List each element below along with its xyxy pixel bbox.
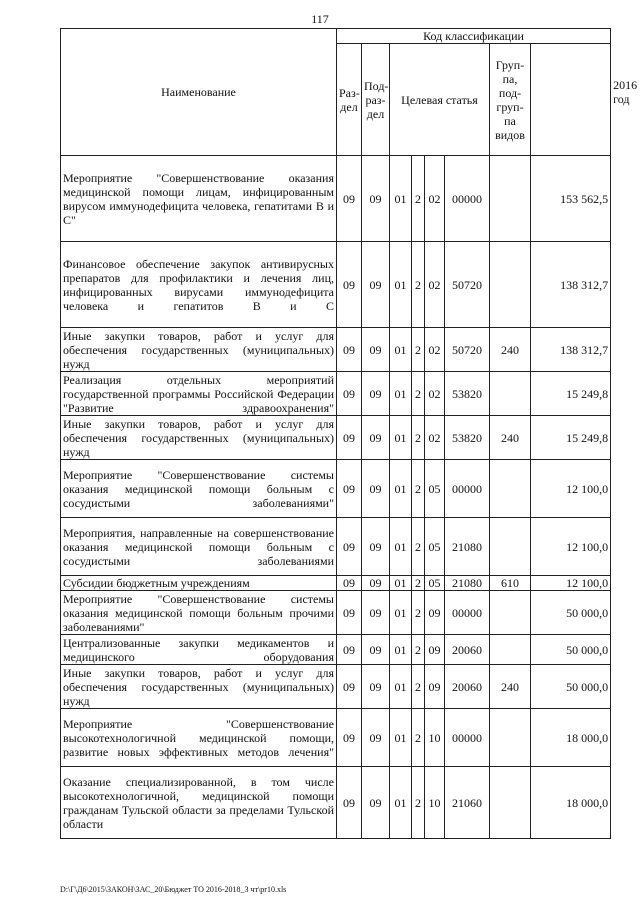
table-row xyxy=(61,416,611,460)
row-target-direction: 53820 xyxy=(445,372,490,416)
row-subsection: 09 xyxy=(362,416,390,460)
row-amount: 12 100,0 xyxy=(531,460,611,518)
row-subsection: 09 xyxy=(362,709,390,767)
row-target-program: 01 xyxy=(390,518,412,576)
row-target-direction: 50720 xyxy=(445,242,490,328)
row-amount: 12 100,0 xyxy=(531,518,611,576)
row-section: 09 xyxy=(337,518,362,576)
row-expense-group xyxy=(490,635,531,665)
row-subsection: 09 xyxy=(362,518,390,576)
table-row xyxy=(61,576,611,591)
table-row xyxy=(61,518,611,576)
header-expense-group: Груп-па, под-груп-па видов xyxy=(490,44,531,156)
page-number: 117 xyxy=(311,12,329,26)
row-expense-group: 240 xyxy=(490,328,531,372)
table-row xyxy=(61,767,611,839)
row-amount: 50 000,0 xyxy=(531,665,611,709)
row-section: 09 xyxy=(337,665,362,709)
row-expense-group xyxy=(490,460,531,518)
row-section: 09 xyxy=(337,156,362,242)
row-subsection: 09 xyxy=(362,460,390,518)
row-subsection: 09 xyxy=(362,576,390,591)
row-expense-group: 240 xyxy=(490,416,531,460)
row-amount: 138 312,7 xyxy=(531,328,611,372)
row-name: Иные закупки товаров, работ и услуг для обеспечения государственных (муниципальных) нужд xyxy=(61,665,337,709)
row-target-direction: 21080 xyxy=(445,576,490,591)
row-target-direction: 21060 xyxy=(445,767,490,839)
row-target-direction: 20060 xyxy=(445,635,490,665)
row-target-subprogram: 2 xyxy=(412,460,425,518)
row-subsection: 09 xyxy=(362,665,390,709)
header-target-article: Целевая статья xyxy=(390,44,490,156)
row-target-subprogram: 2 xyxy=(412,665,425,709)
row-expense-group xyxy=(490,242,531,328)
row-target-subprogram: 2 xyxy=(412,576,425,591)
table-row xyxy=(61,328,611,372)
row-name: Реализация отдельных мероприятий государственной программы Российской Федерации "Развитие здравоохранения" xyxy=(61,372,337,416)
table-row xyxy=(61,242,611,328)
row-target-program: 01 xyxy=(390,767,412,839)
row-target-subprogram: 2 xyxy=(412,328,425,372)
row-target-program: 01 xyxy=(390,665,412,709)
row-target-direction: 00000 xyxy=(445,709,490,767)
row-target-subprogram: 2 xyxy=(412,709,425,767)
row-name: Иные закупки товаров, работ и услуг для обеспечения государственных (муниципальных) нужд xyxy=(61,328,337,372)
row-target-event: 09 xyxy=(425,665,445,709)
row-amount: 12 100,0 xyxy=(531,576,611,591)
row-name: Мероприятие "Совершенствование системы оказания медицинской помощи больным прочими заболеваниями" xyxy=(61,591,337,635)
row-section: 09 xyxy=(337,416,362,460)
budget-table: Наименование Код классификации 2016 год Раз-дел Под-раз-дел Целевая статья Груп-па, под-груп-па видов Мероприятие "Совершенствование оказания медицинской помощи лицам, инфицированным вирусом иммунодефицита человека, гепатитами В и С" 09 09 01 2 02 00000 153 562,5 Финансовое обеспечение закупок антивирусных препаратов для профилактики и лечения лиц, инфицированных вирусами иммунодефицита человека и гепатитов В и С 09 09 01 2 02 50720 138 312,7 Иные закупки товаров, работ и услуг для обеспечения государственных (муниципальных) нужд 09 09 01 2 02 50720 240 138 312,7 Реализация отдельных мероприятий государственной программы Российской Федерации "Развитие здравоохранения" 09 09 01 2 02 53820 15 249,8 Иные закупки товаров, работ и услуг для обеспечения государственных (муниципальных) нужд 09 09 01 2 02 53820 240 15 249,8 Мероприятие "Совершенствование системы оказания медицинской помощи больным с сосудистыми заболеваниями" 09 09 01 2 05 00000 12 100,0 Мероприятия, направленные на совершенствование оказания медицинской помощи больным с сосудистыми заболеваниями 09 09 01 2 05 21080 12 100,0 Субсидии бюджетным учреждениям 09 09 01 2 05 21080 610 12 100,0 Мероприятие "Совершенствование системы оказания медицинской помощи больным прочими заболеваниями" 09 09 01 2 09 00000 50 000,0 Централизованные закупки медикаментов и медицинского оборудования 09 09 01 2 09 20060 50 000,0 Иные закупки товаров, работ и услуг для обеспечения государственных (муниципальных) нужд 09 09 01 2 09 20060 240 50 000,0 Мероприятие "Совершенствование высокотехнологичной медицинской помощи, развитие новых эффективных методов лечения" 09 09 01 2 10 00000 18 000,0 Оказание специализированной, в том числе высокотехнологичной, медицинской помощи гражданам Тульской области за пределами Тульской области 09 09 01 2 10 21060 18 000,0 xyxy=(60,28,611,839)
row-name: Централизованные закупки медикаментов и медицинского оборудования xyxy=(61,635,337,665)
table-row xyxy=(61,460,611,518)
row-section: 09 xyxy=(337,328,362,372)
row-target-program: 01 xyxy=(390,156,412,242)
row-subsection: 09 xyxy=(362,328,390,372)
row-section: 09 xyxy=(337,242,362,328)
row-subsection: 09 xyxy=(362,242,390,328)
row-amount: 138 312,7 xyxy=(531,242,611,328)
row-expense-group xyxy=(490,156,531,242)
row-section: 09 xyxy=(337,635,362,665)
row-target-subprogram: 2 xyxy=(412,518,425,576)
row-expense-group: 240 xyxy=(490,665,531,709)
row-amount: 15 249,8 xyxy=(531,372,611,416)
table-row xyxy=(61,709,611,767)
row-target-event: 02 xyxy=(425,328,445,372)
row-target-program: 01 xyxy=(390,328,412,372)
row-name: Оказание специализированной, в том числе высокотехнологичной, медицинской помощи гражданам Тульской области за пределами Тульской области xyxy=(61,767,337,839)
row-amount: 153 562,5 xyxy=(531,156,611,242)
row-amount: 50 000,0 xyxy=(531,591,611,635)
row-name: Мероприятия, направленные на совершенствование оказания медицинской помощи больным с сосудистыми заболеваниями xyxy=(61,518,337,576)
row-target-program: 01 xyxy=(390,635,412,665)
row-name: Иные закупки товаров, работ и услуг для обеспечения государственных (муниципальных) нужд xyxy=(61,416,337,460)
row-name: Субсидии бюджетным учреждениям xyxy=(61,576,337,591)
row-target-program: 01 xyxy=(390,242,412,328)
row-amount: 50 000,0 xyxy=(531,635,611,665)
row-target-program: 01 xyxy=(390,460,412,518)
row-expense-group xyxy=(490,709,531,767)
row-target-program: 01 xyxy=(390,591,412,635)
row-target-subprogram: 2 xyxy=(412,156,425,242)
row-amount: 18 000,0 xyxy=(531,709,611,767)
row-target-event: 02 xyxy=(425,416,445,460)
row-target-subprogram: 2 xyxy=(412,591,425,635)
row-target-program: 01 xyxy=(390,576,412,591)
row-target-direction: 21080 xyxy=(445,518,490,576)
header-subsection: Под-раз-дел xyxy=(362,44,390,156)
row-target-direction: 20060 xyxy=(445,665,490,709)
row-target-event: 02 xyxy=(425,242,445,328)
row-target-direction: 00000 xyxy=(445,591,490,635)
file-path-footer: D:\Г\Д6\2015\ЗАКОН\ЗАС_20\Бюджет ТО 2016-2018_3 чт\pr10.xls xyxy=(60,885,287,894)
row-expense-group xyxy=(490,767,531,839)
row-subsection: 09 xyxy=(362,767,390,839)
header-name: Наименование xyxy=(61,29,337,156)
row-target-subprogram: 2 xyxy=(412,635,425,665)
row-target-program: 01 xyxy=(390,709,412,767)
row-target-event: 02 xyxy=(425,156,445,242)
table-row xyxy=(61,635,611,665)
row-target-event: 05 xyxy=(425,460,445,518)
row-target-event: 10 xyxy=(425,767,445,839)
table-row xyxy=(61,665,611,709)
header-section: Раз-дел xyxy=(337,44,362,156)
row-subsection: 09 xyxy=(362,156,390,242)
table-row xyxy=(61,591,611,635)
row-section: 09 xyxy=(337,460,362,518)
row-target-direction: 00000 xyxy=(445,156,490,242)
table-row xyxy=(61,156,611,242)
row-target-direction: 50720 xyxy=(445,328,490,372)
header-code-group: Код классификации xyxy=(337,29,611,44)
row-expense-group xyxy=(490,372,531,416)
row-name: Мероприятие "Совершенствование системы оказания медицинской помощи больным с сосудистыми заболеваниями" xyxy=(61,460,337,518)
row-name: Мероприятие "Совершенствование высокотехнологичной медицинской помощи, развитие новых эффективных методов лечения" xyxy=(61,709,337,767)
row-section: 09 xyxy=(337,591,362,635)
row-section: 09 xyxy=(337,709,362,767)
row-subsection: 09 xyxy=(362,635,390,665)
row-target-program: 01 xyxy=(390,416,412,460)
row-name: Мероприятие "Совершенствование оказания медицинской помощи лицам, инфицированным вирусом иммунодефицита человека, гепатитами В и С" xyxy=(61,156,337,242)
row-target-event: 09 xyxy=(425,635,445,665)
row-section: 09 xyxy=(337,767,362,839)
row-target-direction: 53820 xyxy=(445,416,490,460)
row-expense-group xyxy=(490,518,531,576)
row-name: Финансовое обеспечение закупок антивирусных препаратов для профилактики и лечения лиц, инфицированных вирусами иммунодефицита человека и гепатитов В и С xyxy=(61,242,337,328)
row-section: 09 xyxy=(337,576,362,591)
row-target-subprogram: 2 xyxy=(412,242,425,328)
row-target-subprogram: 2 xyxy=(412,372,425,416)
row-target-program: 01 xyxy=(390,372,412,416)
row-target-event: 05 xyxy=(425,576,445,591)
row-expense-group xyxy=(490,591,531,635)
table-row xyxy=(61,372,611,416)
row-subsection: 09 xyxy=(362,591,390,635)
row-target-event: 02 xyxy=(425,372,445,416)
row-amount: 18 000,0 xyxy=(531,767,611,839)
row-target-event: 05 xyxy=(425,518,445,576)
row-target-direction: 00000 xyxy=(445,460,490,518)
row-subsection: 09 xyxy=(362,372,390,416)
row-expense-group: 610 xyxy=(490,576,531,591)
row-target-event: 10 xyxy=(425,709,445,767)
row-section: 09 xyxy=(337,372,362,416)
row-target-subprogram: 2 xyxy=(412,767,425,839)
row-target-event: 09 xyxy=(425,591,445,635)
row-target-subprogram: 2 xyxy=(412,416,425,460)
row-amount: 15 249,8 xyxy=(531,416,611,460)
